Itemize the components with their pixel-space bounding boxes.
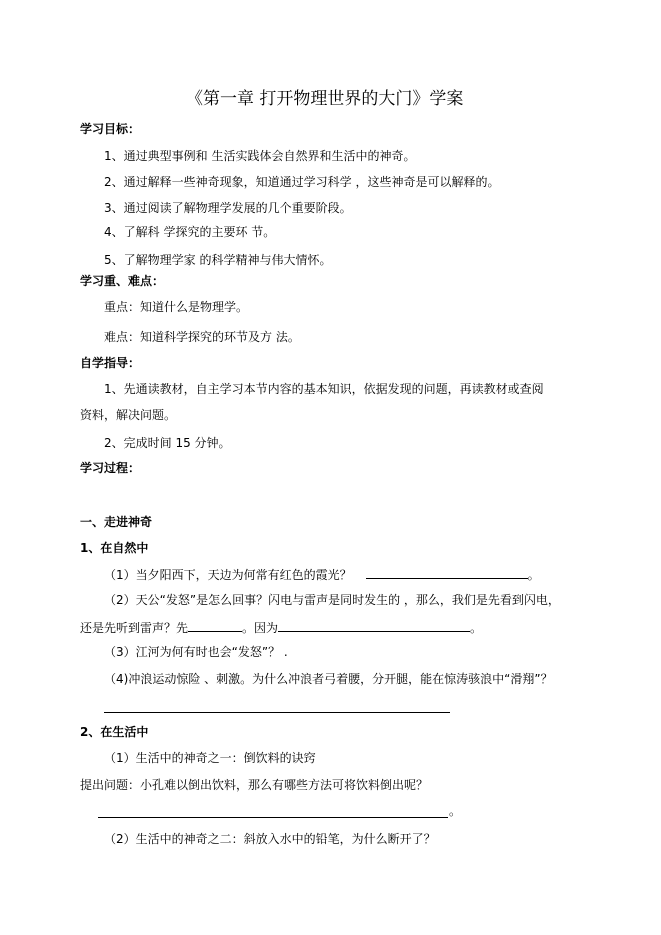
question-2-end: 。 <box>470 621 483 635</box>
goals-heading: 学习目标： <box>80 122 141 136</box>
answer-blank-1[interactable] <box>366 566 528 579</box>
subsection-nature: 1、在自然中 <box>80 541 149 555</box>
focus-point: 重点：知道什么是物理学。 <box>104 300 249 314</box>
goal-item-2: 2、通过解释一些神奇现象，知道通过学习科学 ，这些神奇是可以解释的。 <box>104 175 500 189</box>
question-2-line-2 <box>80 619 482 636</box>
goal-item-1: 1、通过典型事例和 生活实践体会自然界和生活中的神奇。 <box>104 149 416 163</box>
process-heading: 学习过程： <box>80 461 141 475</box>
life-item-1-question: 提出问题：小孔难以倒出饮料，那么有哪些方法可将饮料倒出呢？ <box>80 778 429 792</box>
answer-line-5-end: 。 <box>449 804 462 818</box>
answer-line-5[interactable] <box>98 817 448 818</box>
goal-item-5: 5、了解物理学家 的科学精神与伟大情怀。 <box>104 253 332 267</box>
answer-blank-2a[interactable] <box>188 619 242 632</box>
guide-item-1-line-2: 资料，解决问题。 <box>80 408 177 422</box>
goal-item-3: 3、通过阅读了解物理学发展的几个重要阶段。 <box>104 201 352 215</box>
guide-heading: 自学指导： <box>80 356 141 370</box>
question-2-text-a: 还是先听到雷声？先 <box>80 621 189 635</box>
goal-item-4: 4、了解科 学探究的主要环 节。 <box>104 225 276 239</box>
section-heading: 一、走进神奇 <box>80 515 153 529</box>
keypoints-heading: 学习重、难点： <box>80 274 165 288</box>
question-1 <box>104 566 540 583</box>
subsection-life: 2、在生活中 <box>80 725 149 739</box>
difficulty-point: 难点：知道科学探究的环节及方 法。 <box>104 330 300 344</box>
answer-blank-2b[interactable] <box>278 619 470 632</box>
guide-item-2: 2、完成时间 15 分钟。 <box>104 436 231 450</box>
life-item-1: （1）生活中的神奇之一：倒饮料的诀窍 <box>104 751 316 765</box>
question-1-text: （1）当夕阳西下，天边为何常有红色的霞光？ <box>104 568 352 582</box>
question-4: （4)冲浪运动惊险 、刺激。为什么冲浪者弓着腰，分开腿，能在惊涛骇浪中“滑翔”？ <box>104 672 553 686</box>
answer-line-4[interactable] <box>104 712 450 713</box>
question-1-end: 。 <box>527 568 540 582</box>
life-item-2: （2）生活中的神奇之二：斜放入水中的铅笔，为什么断开了？ <box>104 832 436 846</box>
question-3: （3）江河为何有时也会“发怒”？ . <box>104 645 288 659</box>
page-title: 《第一章 打开物理世界的大门》学案 <box>186 89 464 109</box>
question-2-line-1: （2）天公“发怒”是怎么回事？闪电与雷声是同时发生的 ，那么，我们是先看到闪电， <box>104 593 560 607</box>
question-2-text-b: 。因为 <box>242 621 279 635</box>
guide-item-1-line-1: 1、先通读教材，自主学习本节内容的基本知识，依据发现的问题，再读教材或查阅 <box>104 382 544 396</box>
